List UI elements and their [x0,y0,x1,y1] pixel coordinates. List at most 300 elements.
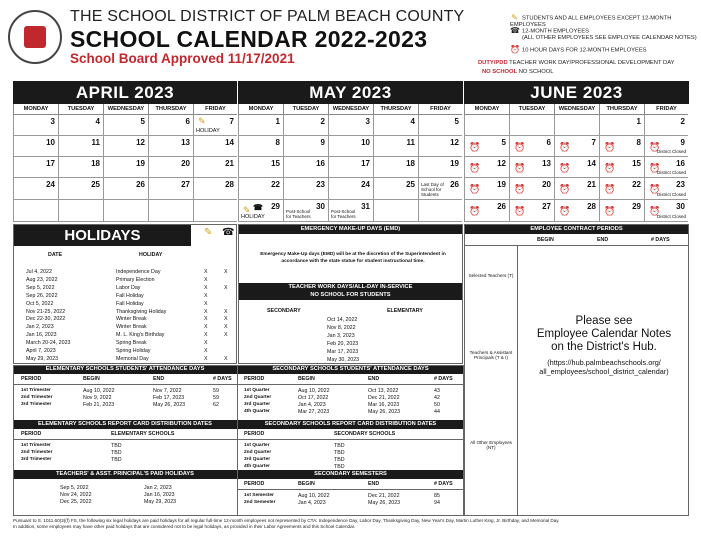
paid-holiday-date: May 29, 2023 [144,499,177,505]
holiday-name: Fall Holiday [116,292,144,299]
day-cell [464,200,509,222]
day-cell [193,115,237,136]
day-cell [103,200,148,222]
day-cell [328,200,373,222]
holiday-date: Jan 2, 2023 [26,324,54,331]
weekday-header: TUESDAY [283,104,328,115]
paid-holiday-date: Jan 2, 2023 [144,485,172,491]
day-cell [13,157,58,178]
day-cell [509,200,554,222]
semesters-title: SECONDARY SEMESTERS [238,470,463,479]
elem_report-col: PERIOD [21,431,42,437]
sec_attendance-cell: 1st Quarter [244,388,270,393]
day-cell [599,178,644,200]
day-cell [599,136,644,157]
day-number: 15 [632,159,641,168]
semesters-col: # DAYS [434,481,453,487]
work-day-date: Oct 14, 2022 [327,317,358,323]
month-april: APRIL 2023 [13,81,237,104]
holiday-date: April 7, 2023 [26,348,56,354]
holiday-name: Memorial Day [116,355,149,362]
elem_attendance-cell: 3rd Trimester [21,402,52,407]
day-number: 23 [316,180,325,189]
day-number: 29 [271,202,280,211]
elem_report-cell: 3rd Trimester [21,457,52,462]
sec_attendance-cell: 4th Quarter [244,409,270,414]
day-cell [554,157,599,178]
day-number: 27 [542,202,551,211]
day-cell [328,178,373,200]
day-cell [418,178,462,200]
sec_attendance-cell: Jan 4, 2023 [298,402,326,408]
day-number: 3 [50,117,55,126]
day-cell [13,115,58,136]
paid-holidays-title: TEACHERS' & ASST. PRINCIPAL'S PAID HOLIDAYS [13,470,237,479]
day-number: 4 [410,117,415,126]
phone-icon: ☎ [222,227,235,238]
holiday-date: Dec 22-30, 2022 [26,316,66,323]
holiday-mark: X [224,308,228,315]
holiday-mark: X [204,316,208,323]
day-number: 12 [497,159,506,168]
sec_report-cell: 2nd Quarter [244,450,272,455]
holiday-date: March 20-24, 2023 [26,340,71,347]
group-teachers-ap: Teachers & Assistant Principals (T & I) [469,350,513,360]
day-number: 6 [185,117,190,126]
day-number: 30 [676,202,685,211]
day-cell [58,157,103,178]
day-number: 3 [365,117,370,126]
elem_attendance-cell: May 26, 2023 [153,402,186,408]
holiday-date: Nov 21-25, 2022 [26,308,66,315]
pencil-icon: ✎ [243,205,251,215]
holiday-date: Sep 5, 2022 [26,284,55,291]
holiday-name: Fall Holiday [116,300,144,307]
day-cell [418,157,462,178]
sec_report-col: PERIOD [244,431,265,437]
day-number: 1 [636,117,641,126]
weekday-header: FRIDAY [418,104,462,115]
holiday-name: M. L. King's Birthday [116,332,165,339]
elem_attendance-cell: Feb 17, 2023 [153,395,185,401]
work-day-date: Feb 20, 2023 [327,341,359,347]
sec_attendance-cell: 43 [434,388,440,394]
day-number: 30 [316,202,325,211]
holiday-date: May 29, 2023 [26,355,59,362]
day-cell [554,115,599,136]
day-number: 14 [225,138,234,147]
group-selected: Selected Teachers (T) [468,273,514,278]
holiday-date: Jan 16, 2023 [26,332,57,339]
clock-icon: ⏰ [559,142,571,152]
day-number: 16 [676,159,685,168]
day-cell [373,157,418,178]
weekday-header: FRIDAY [193,104,237,115]
day-cell [238,115,283,136]
day-cell [283,200,328,222]
holiday-name: Winter Break [116,324,147,331]
day-cell [373,178,418,200]
weekday-header: WEDNESDAY [328,104,373,115]
elem_attendance-cell: 1st Trimester [21,388,51,393]
day-number: 2 [680,117,685,126]
day-number: 5 [501,138,506,147]
clock-icon: ⏰ [469,184,481,194]
semesters-col: PERIOD [244,481,265,487]
clock-icon: ⏰ [469,163,481,173]
col-days: # DAYS [651,237,670,243]
elem_attendance-col: BEGIN [83,376,100,382]
legend-note: (ALL OTHER EMPLOYEES SEE EMPLOYEE CALENDAR NOTES) [522,35,697,41]
day-number: 2 [320,117,325,126]
work-day-date: Nov 8, 2022 [327,325,356,331]
clock-icon: ⏰ [649,206,661,216]
elem_attendance-cell: 2nd Trimester [21,395,53,400]
weekday-header: MONDAY [464,104,509,115]
holiday-mark: X [204,292,208,299]
elem_attendance-cell: Feb 21, 2023 [83,402,115,408]
paid-holiday-date: Nov 24, 2022 [60,492,92,498]
month-may: MAY 2023 [238,81,463,104]
day-cell [644,136,688,157]
col-elementary: ELEMENTARY [387,308,423,314]
sec_attendance-cell: Dec 21, 2022 [368,395,400,401]
work-day-date: Mar 17, 2023 [327,349,359,355]
day-cell [148,178,193,200]
sec_report-cell: TBD [334,450,345,456]
calendar-title: SCHOOL CALENDAR 2022-2023 [70,26,428,52]
day-cell [103,136,148,157]
day-number: 12 [136,138,145,147]
holiday-mark: X [204,348,208,354]
day-cell [103,157,148,178]
day-number: 13 [181,138,190,147]
lower-frame [13,365,464,516]
day-cell [13,178,58,200]
day-number: 28 [587,202,596,211]
elem_report-cell: TBD [111,450,122,456]
elem_report-col: ELEMENTARY SCHOOLS [111,431,175,437]
sec_attendance-title: SECONDARY SCHOOLS STUDENTS' ATTENDANCE DAYS [238,365,463,374]
sec_report-cell: 4th Quarter [244,464,270,469]
holiday-mark: X [224,269,228,275]
district-closed-note: District Closed [656,149,686,154]
day-cell [148,157,193,178]
footer-note: Pursuant to S. 1011.60(3)(f) FS, the following six legal holidays are paid holidays for all regular full-time 12-month employees not represented by CTA: Independence Day, Labor Day, Thanksgiving Day, New Year's Day, Martin Luther King, Jr. Birthday, and Memorial Day. In addition, some employees may have other paid holidays that are considered not to be legal holidays, as provided in their Labor Agreements and this School Calendar. [13,518,560,529]
day-number: 20 [181,159,190,168]
district-name: THE SCHOOL DISTRICT OF PALM BEACH COUNTY [70,8,465,25]
day-cell [464,115,509,136]
teacher-work-title: TEACHER WORK DAYS/ALL-DAY IN-SERVICE [239,283,462,292]
sec_attendance-cell: Oct 13, 2022 [368,388,399,394]
hub-link[interactable]: (https://hub.palmbeachschools.org/ all_employees/school_district_calendar) [539,358,669,376]
day-number: 1 [275,117,280,126]
sec_attendance-cell: 3rd Quarter [244,402,271,407]
weekday-header: WEDNESDAY [554,104,599,115]
day-number: 20 [542,180,551,189]
elem_attendance-cell: 62 [213,402,219,408]
day-cell [238,178,283,200]
day-cell [464,178,509,200]
day-number: 7 [591,138,596,147]
clock-icon: ⏰ [514,184,526,194]
day-number: 8 [636,138,641,147]
elem_attendance-cell: Nov 9, 2022 [83,395,112,401]
holiday-date: Aug 23, 2022 [26,276,58,283]
phone-icon: ☎ [510,26,520,35]
day-cell [238,200,283,222]
district-closed-note: District Closed [656,170,686,175]
day-number: 25 [91,180,100,189]
weekday-header: MONDAY [13,104,58,115]
day-cell [373,115,418,136]
weekday-header: TUESDAY [58,104,103,115]
sec_attendance-col: END [368,376,380,382]
clock-icon: ⏰ [514,142,526,152]
day-number: 26 [497,202,506,211]
elem_attendance-cell: Aug 10, 2022 [83,388,115,394]
day-number: 7 [229,117,234,126]
holidays-title: HOLIDAYS [14,225,191,246]
holiday-name: Spring Holiday [116,348,151,354]
col-secondary: SECONDARY [267,308,301,314]
holiday-mark: X [204,332,208,339]
day-number: 19 [497,180,506,189]
day-cell [554,200,599,222]
semesters-cell: 94 [434,500,440,506]
day-number: 31 [361,202,370,211]
weekday-header: THURSDAY [599,104,644,115]
elem_attendance-cell: 59 [213,388,219,394]
day-cell [554,136,599,157]
day-cell [238,157,283,178]
sec_report-cell: TBD [334,443,345,449]
district-closed-note: District Closed [656,214,686,219]
semesters-col: END [368,481,380,487]
phone-icon: ☎ [253,203,263,212]
weekday-header: THURSDAY [148,104,193,115]
clock-icon: ⏰ [559,163,571,173]
day-number: 28 [225,180,234,189]
day-number: 6 [546,138,551,147]
approval-line: School Board Approved 11/17/2021 [70,51,295,66]
elem_report-cell: 2nd Trimester [21,450,53,455]
day-number: 25 [406,180,415,189]
day-cell [599,157,644,178]
day-cell [509,115,554,136]
day-number: 19 [136,159,145,168]
day-cell [58,200,103,222]
weekday-header: MONDAY [238,104,283,115]
elem_attendance-title: ELEMENTARY SCHOOLS STUDENTS' ATTENDANCE DAYS [13,365,237,374]
clock-icon: ⏰ [604,206,616,216]
day-cell [418,136,462,157]
day-cell [328,136,373,157]
day-cell [58,115,103,136]
col-begin: BEGIN [537,237,554,243]
sec_report-col: SECONDARY SCHOOLS [334,431,396,437]
holiday-mark: X [204,300,208,307]
day-number: 17 [361,159,370,168]
day-number: 23 [676,180,685,189]
clock-icon: ⏰ [510,45,520,54]
semesters-cell: 1st Semester [244,493,274,498]
day-number: 24 [361,180,370,189]
holiday-mark: X [204,269,208,275]
day-number: 4 [95,117,100,126]
work-day-date: Jan 3, 2023 [327,333,355,339]
last-day-note: Last Day of School for Students [421,182,444,197]
day-number: 11 [406,138,415,147]
pencil-icon: ✎ [204,227,213,238]
holiday-mark: X [204,324,208,331]
sec_attendance-cell: 42 [434,395,440,401]
holiday-mark: X [204,308,208,315]
day-cell [238,136,283,157]
clock-icon: ⏰ [649,142,661,152]
clock-icon: ⏰ [649,184,661,194]
holiday-name: Thanksgiving Holiday [116,308,167,315]
holiday-label: HOLIDAY [241,214,265,220]
clock-icon: ⏰ [469,142,481,152]
day-cell [599,200,644,222]
semesters-cell: 85 [434,493,440,499]
day-cell [509,136,554,157]
day-number: 18 [406,159,415,168]
clock-icon: ⏰ [559,184,571,194]
sec_attendance-col: PERIOD [244,376,265,382]
paid-holiday-date: Sep 5, 2022 [60,485,89,491]
day-cell [13,200,58,222]
col-date: DATE [48,252,63,258]
clock-icon: ⏰ [514,163,526,173]
legend-noschool: NO SCHOOL NO SCHOOL [482,69,554,75]
holiday-mark: X [224,332,228,339]
day-number: 9 [680,138,685,147]
day-cell [193,200,237,222]
paid-holiday-date: Dec 25, 2022 [60,499,92,505]
holiday-mark: X [224,316,228,323]
holiday-mark: X [204,276,208,283]
contract-section [464,224,689,516]
day-cell [509,178,554,200]
sec_report-cell: TBD [334,464,345,470]
day-number: 16 [316,159,325,168]
elem_attendance-col: END [153,376,165,382]
work-day-date: May 30, 2023 [327,357,360,363]
day-number: 18 [91,159,100,168]
employee-notes: Please see Employee Calendar Notes on the District's Hub. (https://hub.palmbeachschools.org/ all_employees/school_district_calendar) [521,315,687,376]
emd-title: EMERGENCY MAKE-UP DAYS (EMD) [239,225,462,234]
sec_attendance-cell: May 26, 2023 [368,409,401,415]
day-cell [464,157,509,178]
day-number: 5 [454,117,459,126]
day-cell [373,200,418,222]
day-number: 21 [587,180,596,189]
elem_report-cell: 1st Trimester [21,443,51,448]
day-number: 21 [225,159,234,168]
elem_attendance-col: PERIOD [21,376,42,382]
divider [237,365,238,516]
holiday-date: Jul 4, 2022 [26,269,52,275]
sec_attendance-cell: 50 [434,402,440,408]
sec_report-cell: TBD [334,457,345,463]
clock-icon: ⏰ [649,163,661,173]
district-logo [8,10,62,64]
sec_attendance-col: BEGIN [298,376,315,382]
weekday-header: TUESDAY [509,104,554,115]
day-cell [13,136,58,157]
holiday-mark: X [204,284,208,291]
clock-icon: ⏰ [604,142,616,152]
day-cell [103,115,148,136]
group-others: All Other Employees (NT) [470,440,512,450]
semesters-cell: Dec 21, 2022 [368,493,400,499]
day-cell [464,136,509,157]
sec_attendance-cell: Mar 27, 2023 [298,409,330,415]
day-cell [283,178,328,200]
post-school-note: Post-School for Teachers [286,209,311,219]
day-number: 14 [587,159,596,168]
holiday-name: Independence Day [116,269,161,275]
holiday-label: HOLIDAY [196,128,220,134]
day-cell [328,157,373,178]
col-end: END [597,237,609,243]
day-number: 17 [46,159,55,168]
holiday-date: Oct 5, 2022 [26,300,54,307]
holiday-name: Spring Break [116,340,147,347]
emd-section [238,224,463,364]
day-cell [193,136,237,157]
day-cell [58,136,103,157]
clock-icon: ⏰ [604,184,616,194]
sec_attendance-cell: Mar 16, 2023 [368,402,400,408]
col-holiday: HOLIDAY [139,252,163,258]
sec_report-cell: 1st Quarter [244,443,270,448]
sec_attendance-cell: Aug 10, 2022 [298,388,330,394]
paid-holiday-date: Jan 16, 2023 [144,492,175,498]
sec_attendance-cell: 2nd Quarter [244,395,272,400]
day-number: 26 [450,180,459,189]
day-cell [599,115,644,136]
day-cell [148,136,193,157]
semesters-cell: Aug 10, 2022 [298,493,330,499]
semesters-cell: 2nd Semester [244,500,276,505]
day-cell [283,157,328,178]
elem_report-cell: TBD [111,443,122,449]
day-cell [328,115,373,136]
day-cell [148,200,193,222]
elem_attendance-col: # DAYS [213,376,232,382]
day-number: 11 [91,138,100,147]
day-cell [193,157,237,178]
day-cell [418,200,462,222]
day-number: 15 [271,159,280,168]
contract-title: EMPLOYEE CONTRACT PERIODS [465,225,688,234]
sec_attendance-cell: Oct 17, 2022 [298,395,329,401]
elem_attendance-cell: Nov 7, 2022 [153,388,182,394]
holiday-mark: X [224,284,228,291]
district-closed-note: District Closed [656,192,686,197]
weekday-header: FRIDAY [644,104,688,115]
holiday-name: Primary Election [116,276,155,283]
day-number: 29 [632,202,641,211]
day-number: 26 [136,180,145,189]
day-number: 13 [542,159,551,168]
day-cell [554,178,599,200]
day-number: 19 [450,159,459,168]
holiday-date: Sep 26, 2022 [26,292,58,299]
